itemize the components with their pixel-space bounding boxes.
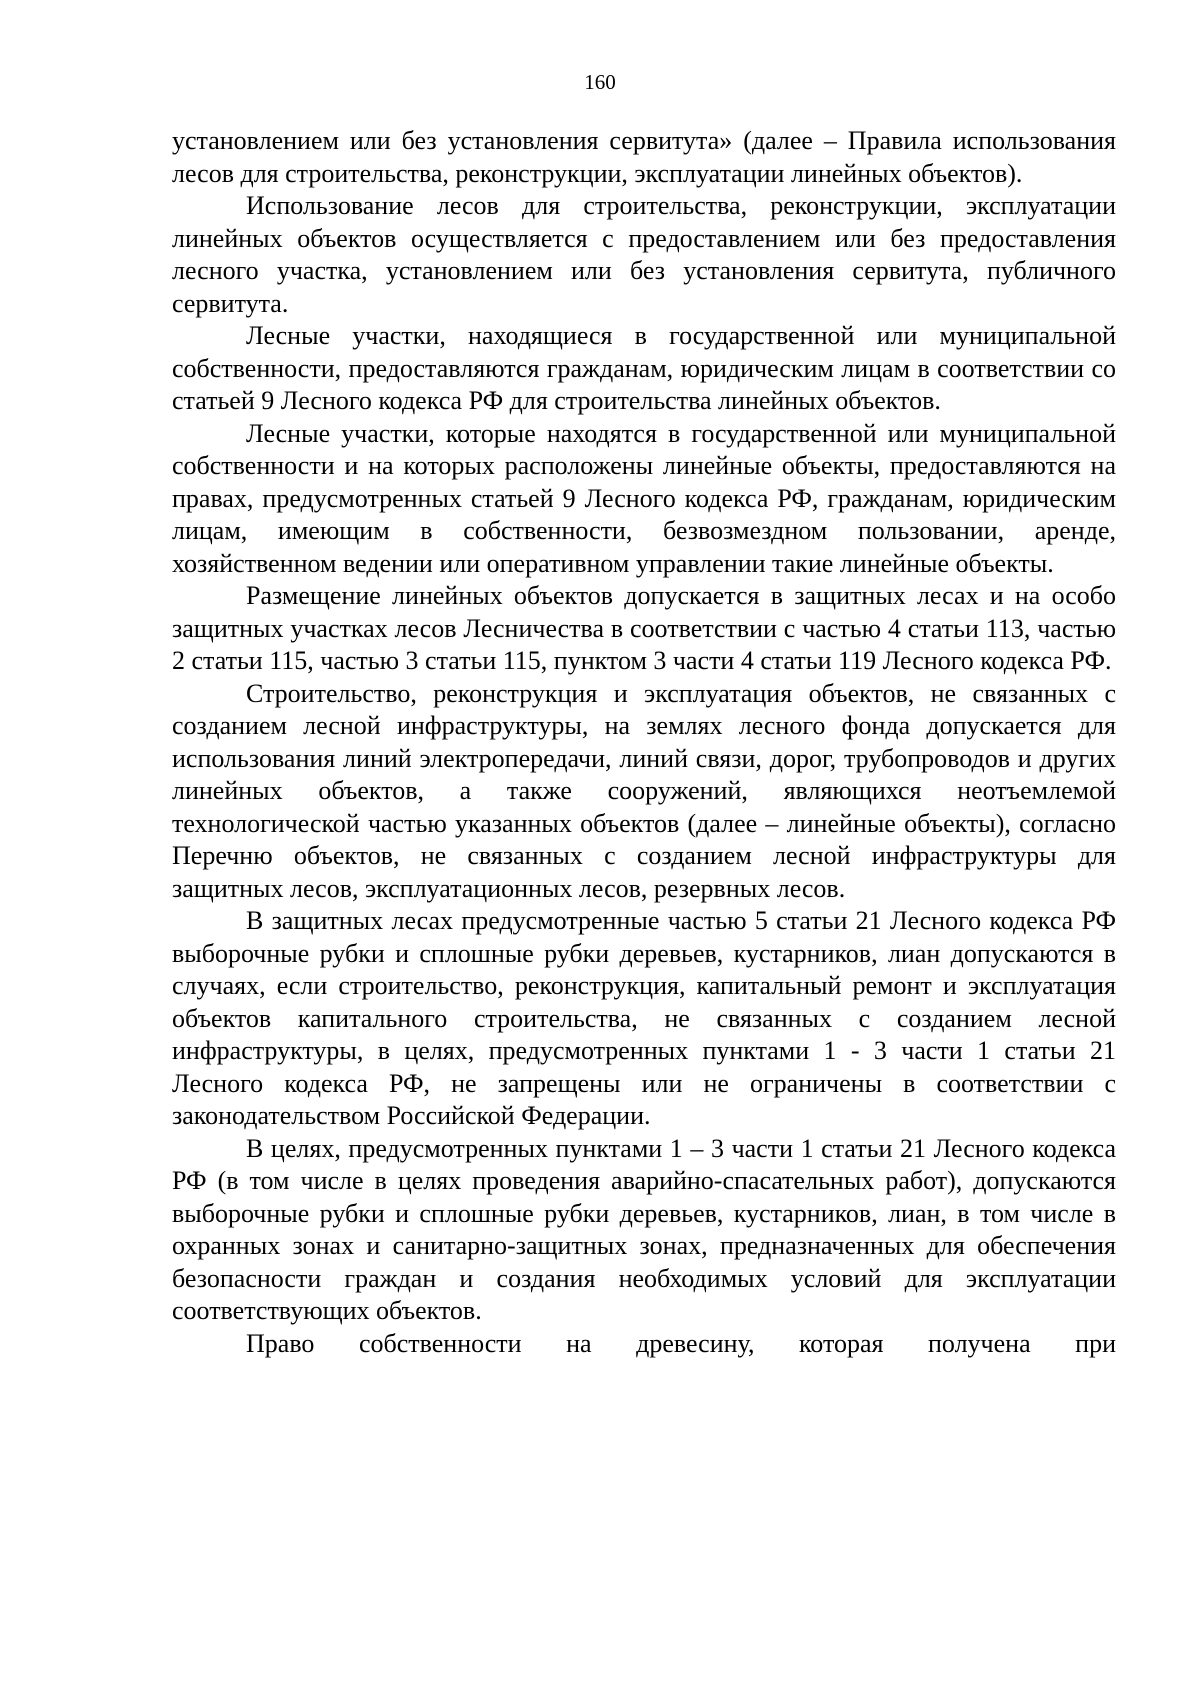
paragraph: Строительство, реконструкция и эксплуатация объектов, не связанных с созданием лесной инфраструктуры, на землях лесного фонда допускается для использования линий электропередачи, линий связи, дорог, трубопроводов и других линейных объектов, а также сооружений, являющихся неотъемлемой технологической частью указанных объектов (далее – линейные объекты), согласно Перечню объектов, не связанных с созданием лесной инфраструктуры для защитных лесов, эксплуатационных лесов, резервных лесов.: [172, 678, 1116, 903]
page-number: 160: [584, 70, 616, 94]
paragraph: В целях, предусмотренных пунктами 1 – 3 части 1 статьи 21 Лесного кодекса РФ (в том числе в целях проведения аварийно-спасательных работ), допускаются выборочные рубки и сплошные рубки деревьев, кустарников, лиан, в том числе в охранных зонах и санитарно-защитных зонах, предназначенных для обеспечения безопасности граждан и создания необходимых условий для эксплуатации соответствующих объектов.: [172, 1133, 1116, 1325]
paragraph: Право собственности на древесину, которая получена при: [246, 1328, 1116, 1358]
paragraph: Лесные участки, которые находятся в государственной или муниципальной собственности и на которых расположены линейные объекты, предоставляются на правах, предусмотренных статьей 9 Лесного кодекса РФ, гражданам, юридическим лицам, имеющим в собственности, безвозмездном пользовании, аренде, хозяйственном ведении или оперативном управлении такие линейные объекты.: [172, 418, 1116, 578]
paragraph: Использование лесов для строительства, реконструкции, эксплуатации линейных объектов осуществляется с предоставлением или без предоставления лесного участка, установлением или без установления сервитута, публичного сервитута.: [172, 191, 1116, 318]
paragraph: Лесные участки, находящиеся в государственной или муниципальной собственности, предоставляются гражданам, юридическим лицам в соответствии со статьей 9 Лесного кодекса РФ для строительства линейных объектов.: [172, 321, 1116, 415]
paragraph: Размещение линейных объектов допускается в защитных лесах и на особо защитных участках лесов Лесничества в соответствии с частью 4 статьи 113, частью 2 статьи 115, частью 3 статьи 115, пунктом 3 части 4 статьи 119 Лесного кодекса РФ.: [172, 581, 1116, 675]
document-body: [172, 125, 1116, 1360]
paragraph: В защитных лесах предусмотренные частью 5 статьи 21 Лесного кодекса РФ выборочные рубки и сплошные рубки деревьев, кустарников, лиан допускаются в случаях, если строительство, реконструкция, капитальный ремонт и эксплуатация объектов капитального строительства, не связанных с созданием лесной инфраструктуры, в целях, предусмотренных пунктами 1 - 3 части 1 статьи 21 Лесного кодекса РФ, не запрещены или не ограничены в соответствии с законодательством Российской Федерации.: [172, 906, 1116, 1130]
paragraph: установлением или без установления сервитута» (далее – Правила использования лесов для строительства, реконструкции, эксплуатации линейных объектов).: [172, 126, 1116, 188]
